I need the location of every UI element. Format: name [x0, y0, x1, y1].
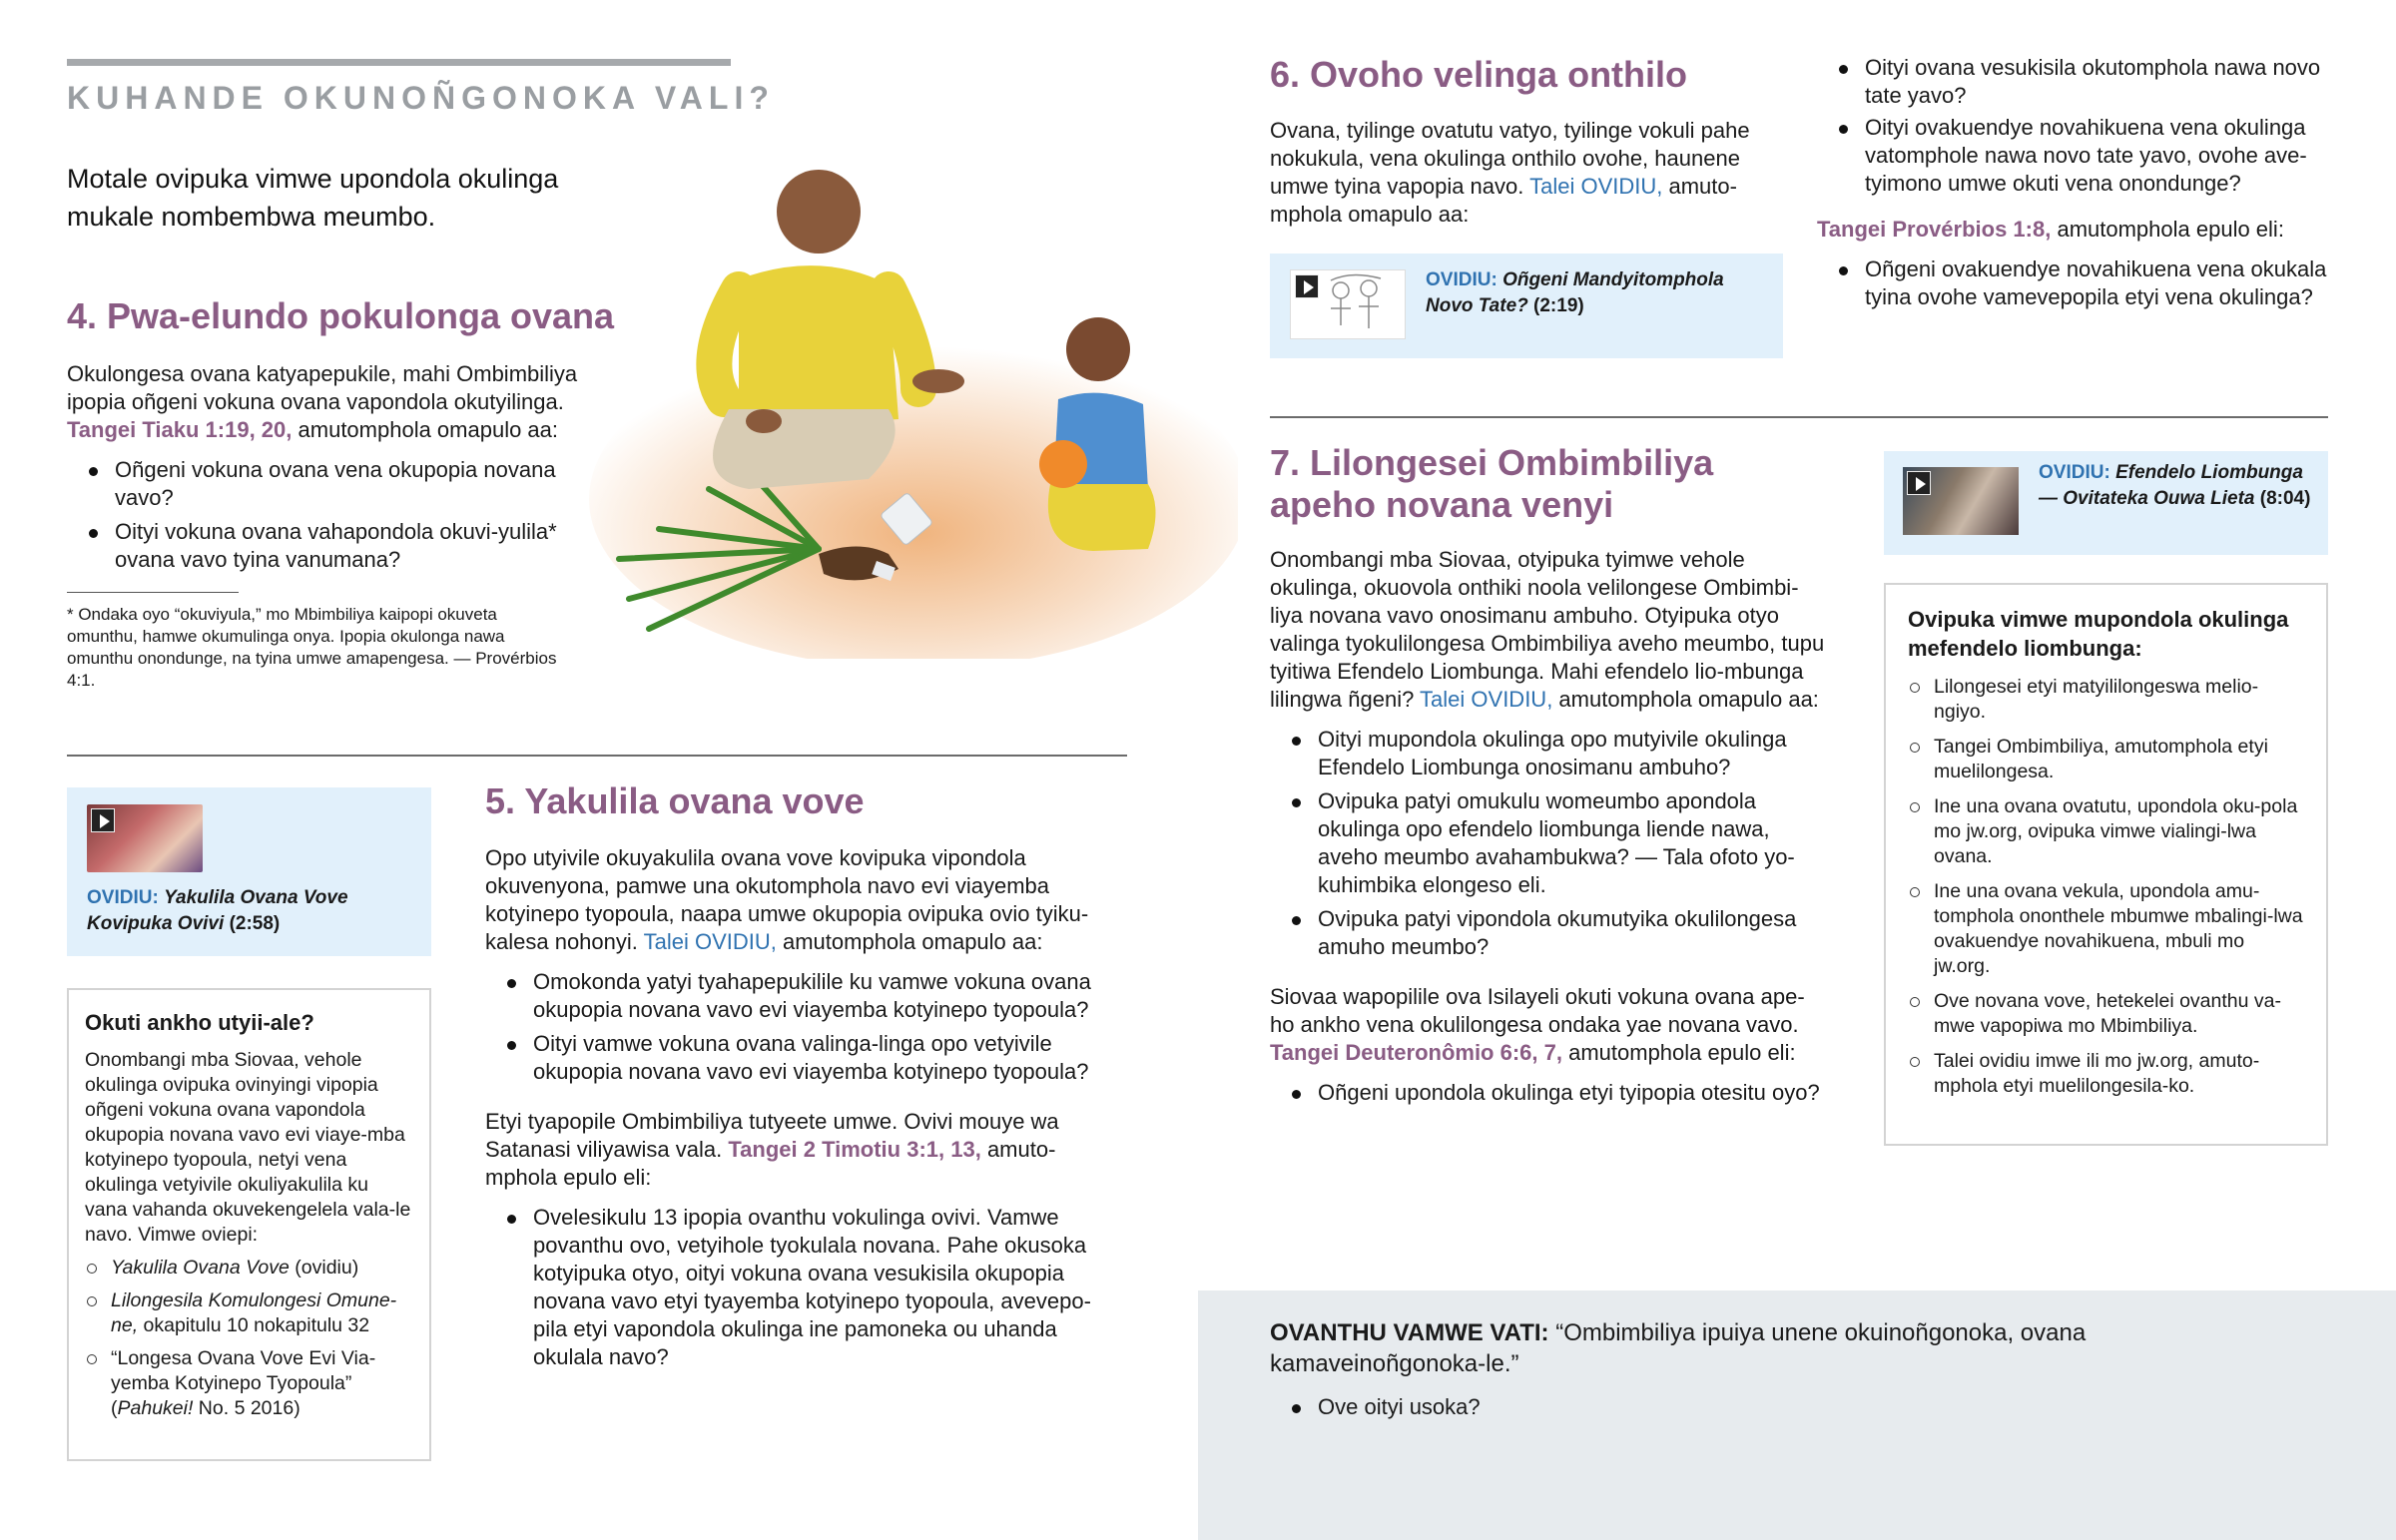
box-title: Okuti ankho utyii-ale?: [85, 1010, 314, 1035]
list-item: Tangei Ombimbiliya, amutomphola etyi muelilongesa.: [1908, 735, 2304, 784]
video-caption: OVIDIU: Oñgeni Mandyitomphola Novo Tate? (2:19): [1426, 269, 1724, 316]
list-item: Ove novana vove, hetekelei ovanthu va-mwe vapopiwa mo Mbimbiliya.: [1908, 989, 2304, 1039]
section-divider: [1270, 416, 2328, 418]
video-link[interactable]: Talei OVIDIU,: [1420, 687, 1553, 712]
video-card-yakulila[interactable]: [67, 787, 431, 956]
sidebar-box-efendelo: [1884, 583, 2328, 1146]
list-item: Talei ovidiu imwe ili mo jw.org, amuto-mphola etyi muelilongesila-ko.: [1908, 1049, 2304, 1099]
top-rule: [67, 59, 731, 66]
video-thumbnail[interactable]: [1903, 467, 2019, 535]
list-item: Yakulila Ovana Vove (ovidiu): [85, 1256, 413, 1281]
box-title: Ovipuka vimwe mupondola okulinga mefendelo liombunga:: [1908, 607, 2289, 661]
video-card-efendelo[interactable]: [1884, 451, 2328, 555]
video-thumbnail[interactable]: [87, 804, 203, 872]
list-item: Ine una ovana ovatutu, upondola oku-pola mo jw.org, ovipuka vimwe vialingi-lwa ovana.: [1908, 794, 2304, 869]
section-4-body: Okulongesa ovana katyapepukile, mahi Ombimbiliya ipopia oñgeni vokuna ovana vapondola okutyilinga. Tangei Tiaku 1:19, 20, amutomphola omapulo aa: Oñgeni vokuna ovana vena okupopia novana vavo? Oityi vokuna ovana vahapondola okuvi-yulila* ovana vavo tyina vanumana?: [67, 360, 606, 574]
bullet-item: Oñgeni ovakuendye novahikuena vena okukala tyina ovohe vamevepopila etyi vena okulinga?: [1817, 256, 2341, 311]
section-6-title: 6. Ovoho velinga onthilo: [1270, 54, 1688, 95]
scripture-link[interactable]: Tangei Tiaku 1:19, 20,: [67, 417, 293, 442]
scripture-link[interactable]: Tangei Provérbios 1:8,: [1817, 217, 2052, 242]
father-son-illustration: [589, 160, 1238, 659]
video-caption: OVIDIU: Efendelo Liombunga — Ovitateka Ouwa Lieta (8:04): [2039, 462, 2311, 509]
section-divider: [67, 755, 1127, 757]
section-7-body: Onombangi mba Siovaa, otyipuka tyimwe vehole okulinga, okuovola onthiki noola velilongese Ombimbi-liya novana vavo onosimanu ambuho. Otyipuka otyo valinga tyokulilongesa Ombimbiliya aveho meumbo, tupu tyitiwa Efendelo Liombunga. Mahi efendelo lio-mbunga lilingwa ñgeni? Talei OVIDIU, amutomphola omapulo aa: Oityi mupondola okulinga opo mutyivile okulinga Efendelo Liombunga onosimanu ambuho? Ovipuka patyi omukulu womeumbo apondola okulinga opo efendelo liombunga liende nawa, aveho meumbo avahambukwa? — Tala ofoto yo-kuhimbika elongeso eli. Ovipuka patyi vipondola okumutyika okulilongesa amuho meumbo? Siovaa wapopilile ova Isilayeli okuti vokuna ovana ape-ho ankho vena okulilongesa ondaka yae novana vavo. Tangei Deuteronômio 6:6, 7, amutomphola epulo eli: Oñgeni upondola okulinga etyi tyipopia otesitu oyo?: [1270, 546, 1829, 1107]
intro-text: Motale ovipuka vimwe upondola okulinga mukale nombembwa meumbo.: [67, 164, 559, 232]
sidebar-box-okuti: [67, 988, 431, 1461]
video-link[interactable]: Talei OVIDIU,: [643, 929, 777, 954]
box-body: Onombangi mba Siovaa, vehole okulinga ovipuka ovinyingi vipopia oñgeni vokuna ovana vapondola okupopia novana vavo evi viaye-mba kotyinepo tyopoula, netyi vena okulinga vetyivile okuliyakulila ku vana vahanda okuvekengelela vala-le navo. Vimwe oviepi:: [85, 1049, 411, 1246]
scripture-link[interactable]: Tangei Deuteronômio 6:6, 7,: [1270, 1040, 1562, 1065]
footer-question: [1270, 1387, 1869, 1421]
section-6-questions: Oityi ovana vesukisila okutomphola nawa novo tate yavo? Oityi ovakuendye novahikuena vena okulinga vatomphole nawa novo tate yavo, ovohe ave-tyimono umwe okuti vena onondunge? Tangei Provérbios 1:8, amutomphola epulo eli: Oñgeni ovakuendye novahikuena vena okukala tyina ovohe vamevepopila etyi vena okulinga?: [1817, 54, 2341, 311]
section-4-title: 4. Pwa-elundo pokulonga ovana: [67, 295, 615, 336]
section-5-body: Opo utyivile okuyakulila ovana vove kovipuka vipondola okuvenyona, pamwe una okutomphola navo evi viayemba kotyinepo tyopoula, naapa umwe okupopia ovipuka ovio tyiku-kalesa nohonyi. Talei OVIDIU, amutomphola omapulo aa: Omokonda yatyi tyahapepukilile ku vamwe vokuna ovana okupopia novana vavo evi viayemba kotyinepo tyopoula? Oityi vamwe vokuna ovana valinga-linga opo vetyivile okupopia novana vavo evi viayemba kotyinepo tyopoula? Etyi tyapopile Ombimbiliya tutyeete umwe. Ovivi mouye wa Satanasi viliyawisa vala. Tangei 2 Timotiu 3:1, 13, amuto-mphola epulo eli: Ovelesikulu 13 ipopia ovanthu vokulinga ovivi. Vamwe povanthu ovo, vetyihole tyokulala novana. Pahe okusoka kotyipuka otyo, oityi vokuna ovana vesukisila okupopia novana vavo etyi tyayemba kotyinepo tyopoula, avevepo-pila etyi vapondola okulinga ine pamoneka ou uhanda okulala navo?: [485, 844, 1124, 1371]
section-7-title: 7. Lilongesei Ombimbiliya apeho novana venyi: [1270, 442, 1714, 525]
video-thumbnail[interactable]: [1290, 269, 1406, 339]
bullet-item: Ovipuka patyi vipondola okumutyika okulilongesa amuho meumbo?: [1270, 905, 1829, 961]
footnote: * Ondaka oyo “okuviyula,” mo Mbimbiliya kaipopi okuveta omunthu, hamwe okumulinga onya. Ipopia okulonga nawa omunthu onondunge, na tyina umwe amapengesa. — Provérbios 4:1.: [67, 605, 557, 690]
bullet-item: Oityi vamwe vokuna ovana valinga-linga opo vetyivile okupopia novana vavo evi viayemba kotyinepo tyopoula?: [485, 1030, 1124, 1086]
list-item: Lilongesei etyi matyililongeswa melio-ngiyo.: [1908, 675, 2304, 725]
list-item: Lilongesila Komulongesi Omune-ne, okapitulu 10 nokapitulu 32: [85, 1288, 413, 1338]
play-icon[interactable]: [1295, 274, 1319, 298]
footer-quote: OVANTHU VAMWE VATI: “Ombimbiliya ipuiya unene okuinoñgonoka, ovana kamaveinoñgonoka-le.”: [1270, 1319, 2087, 1377]
bullet-item: Oñgeni upondola okulinga etyi tyipopia otesitu oyo?: [1270, 1079, 1829, 1107]
section-5-title: 5. Yakulila ovana vove: [485, 780, 865, 821]
section-4-paragraph: Okulongesa ovana katyapepukile, mahi Ombimbiliya ipopia oñgeni vokuna ovana vapondola okutyilinga.: [67, 361, 578, 414]
scripture-link[interactable]: Tangei 2 Timotiu 3:1, 13,: [728, 1137, 981, 1162]
bullet-item: Ove oityi usoka?: [1270, 1393, 1869, 1421]
video-caption: OVIDIU: Yakulila Ovana Vove Kovipuka Ovivi (2:58): [87, 887, 348, 934]
page-kicker: KUHANDE OKUNOÑGONOKA VALI?: [67, 80, 775, 116]
bullet-item: Ovipuka patyi omukulu womeumbo apondola okulinga opo efendelo liombunga liende nawa, aveho meumbo avahambukwa? — Tala ofoto yo-kuhimbika elongeso eli.: [1270, 787, 1829, 899]
bullet-item: Ovelesikulu 13 ipopia ovanthu vokulinga ovivi. Vamwe povanthu ovo, vetyihole tyokulala novana. Pahe okusoka kotyipuka otyo, oityi vokuna ovana vesukisila okupopia novana vavo etyi tyayemba kotyinepo tyopoula, avevepo-pila etyi vapondola okulinga ine pamoneka ou uhanda okulala navo?: [485, 1204, 1124, 1371]
bullet-item: Oityi ovana vesukisila okutomphola nawa novo tate yavo?: [1817, 54, 2341, 110]
play-icon[interactable]: [1907, 471, 1931, 495]
bullet-item: Oñgeni vokuna ovana vena okupopia novana vavo?: [67, 456, 606, 512]
section-6-body: Ovana, tyilinge ovatutu vatyo, tyilinge vokuli pahe nokukula, vena okulinga onthilo ovohe, haunene umwe tyina vapopia navo. Talei OVIDIU, amuto-mphola omapulo aa:: [1270, 118, 1750, 227]
list-item: “Longesa Ovana Vove Evi Via-yemba Kotyinepo Tyopoula” (Pahukei! No. 5 2016): [85, 1346, 413, 1421]
video-card-ongeni[interactable]: [1270, 254, 1783, 358]
bullet-item: Oityi vokuna ovana vahapondola okuvi-yulila* ovana vavo tyina vanumana?: [67, 518, 606, 574]
bullet-item: Oityi ovakuendye novahikuena vena okulinga vatomphole nawa novo tate yavo, ovohe ave-tyimono umwe okuti vena onondunge?: [1817, 114, 2341, 198]
list-item: Ine una ovana vekula, upondola amu-tomphola ononthele mbumwe mbalingi-lwa ovakuendye novahikuena, mbuli mo jw.org.: [1908, 879, 2304, 979]
play-icon[interactable]: [91, 808, 115, 832]
footnote-rule: [67, 592, 239, 593]
bullet-item: Oityi mupondola okulinga opo mutyivile okulinga Efendelo Liombunga onosimanu ambuho?: [1270, 726, 1829, 781]
bullet-item: Omokonda yatyi tyahapepukilile ku vamwe vokuna ovana okupopia novana vavo evi viayemba kotyinepo tyopoula?: [485, 968, 1124, 1024]
video-link[interactable]: Talei OVIDIU,: [1529, 174, 1663, 199]
